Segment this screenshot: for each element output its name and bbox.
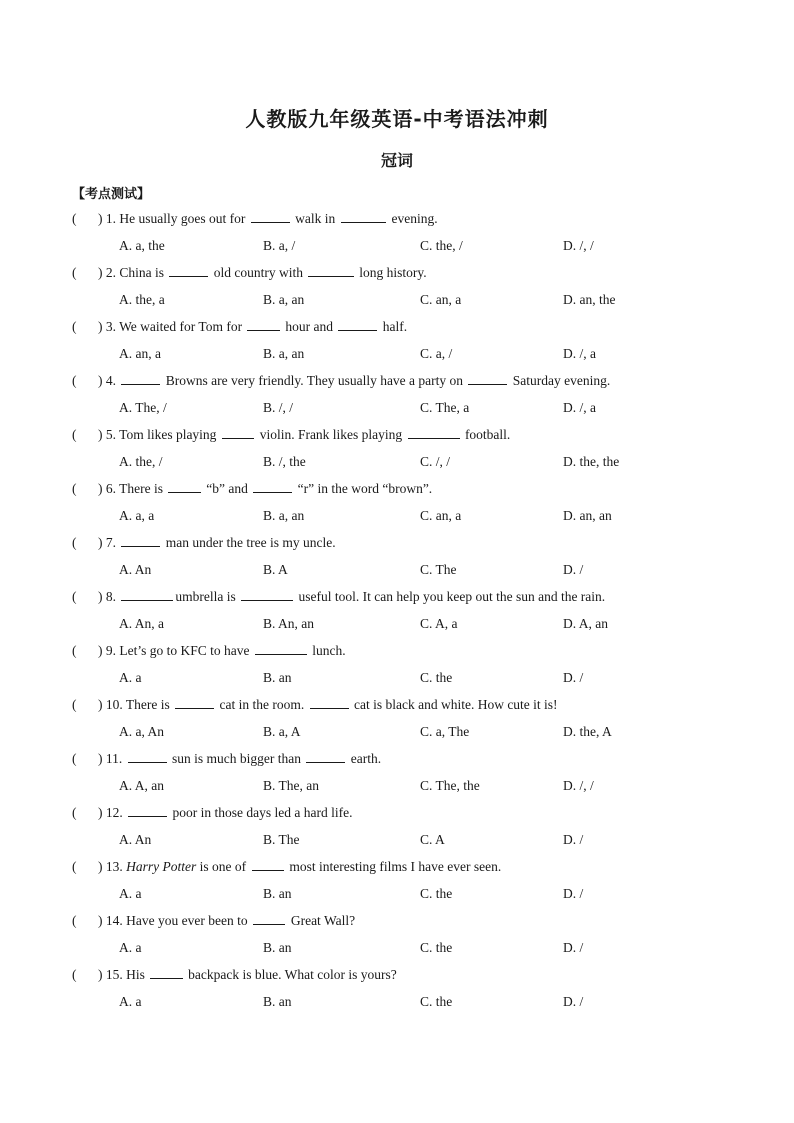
option-row	[0, 399, 794, 417]
question-fragment: earth.	[347, 751, 382, 766]
option-b: B. /, /	[263, 400, 294, 415]
answer-blank	[338, 318, 377, 331]
option-d: D. an, an	[563, 508, 612, 523]
answer-paren-open: (	[72, 913, 77, 928]
answer-blank	[253, 912, 286, 925]
question-number: 12.	[105, 805, 123, 820]
option-row	[0, 777, 794, 795]
question-fragment: “b” and	[202, 481, 252, 496]
option-row	[0, 831, 794, 849]
question-fragment: football.	[461, 427, 511, 442]
question-fragment: sun is much bigger than	[168, 751, 305, 766]
answer-blank	[251, 210, 290, 223]
question-fragment: man under the tree is my uncle.	[162, 535, 336, 550]
question-text	[72, 804, 352, 822]
option-row	[0, 291, 794, 309]
option-c: C. The, the	[420, 778, 480, 793]
answer-paren-open: (	[72, 859, 77, 874]
answer-paren-close: )	[98, 913, 106, 928]
question-text	[72, 426, 510, 444]
option-d: D. /, a	[563, 346, 596, 361]
option-c: C. the	[420, 886, 453, 901]
option-d: D. an, the	[563, 292, 616, 307]
option-row	[0, 669, 794, 687]
option-row	[0, 723, 794, 741]
question-text	[72, 318, 407, 336]
option-c: C. The	[420, 562, 457, 577]
option-d: D. /, /	[563, 778, 594, 793]
answer-blank	[255, 642, 307, 655]
answer-paren-open: (	[72, 751, 77, 766]
question-fragment: Saturday evening.	[509, 373, 611, 388]
answer-paren-close: )	[98, 265, 106, 280]
question-item	[0, 802, 794, 856]
option-c: C. /, /	[420, 454, 451, 469]
italic-title: Harry Potter	[126, 859, 197, 874]
answer-paren-close: )	[98, 535, 106, 550]
option-b: B. An, an	[263, 616, 315, 631]
answer-blank	[253, 480, 292, 493]
answer-blank	[306, 750, 345, 763]
option-a: A. An, a	[119, 616, 164, 631]
option-b: B. an	[263, 886, 292, 901]
option-c: C. the	[420, 994, 453, 1009]
question-fragment: Have you ever been to	[126, 913, 251, 928]
option-c: C. the, /	[420, 238, 463, 253]
option-d: D. A, an	[563, 616, 608, 631]
question-fragment: evening.	[388, 211, 438, 226]
option-b: B. a, A	[263, 724, 301, 739]
question-fragment: We waited for Tom for	[119, 319, 246, 334]
option-d: D. /	[563, 940, 584, 955]
question-number: 11.	[105, 751, 123, 766]
option-c: C. The, a	[420, 400, 470, 415]
answer-paren-open: (	[72, 535, 77, 550]
answer-paren-open: (	[72, 211, 77, 226]
answer-paren-open: (	[72, 265, 77, 280]
question-item	[0, 910, 794, 964]
option-c: C. a, /	[420, 346, 453, 361]
option-c: C. the	[420, 670, 453, 685]
document-title: 人教版九年级英语-中考语法冲刺	[245, 107, 549, 131]
question-fragment: His	[126, 967, 149, 982]
question-number: 5.	[105, 427, 116, 442]
option-d: D. /	[563, 832, 584, 847]
question-number: 15.	[105, 967, 123, 982]
answer-paren-open: (	[72, 373, 77, 388]
question-fragment: There is	[125, 697, 174, 712]
option-row	[0, 237, 794, 255]
option-d: D. /	[563, 562, 584, 577]
answer-blank	[128, 804, 167, 817]
answer-blank	[168, 480, 201, 493]
question-fragment: cat is black and white. How cute it is!	[350, 697, 558, 712]
option-b: B. a, an	[263, 508, 305, 523]
option-row	[0, 885, 794, 903]
answer-blank	[121, 588, 173, 601]
answer-paren-open: (	[72, 589, 77, 604]
document-subtitle: 冠词	[380, 151, 413, 170]
question-fragment: walk in	[291, 211, 339, 226]
answer-blank	[310, 696, 349, 709]
option-a: A. a	[119, 886, 142, 901]
answer-blank	[468, 372, 507, 385]
question-fragment: Let’s go to KFC to have	[119, 643, 253, 658]
question-text	[72, 642, 346, 660]
question-item	[0, 424, 794, 478]
option-b: B. A	[263, 562, 288, 577]
option-c: C. a, The	[420, 724, 470, 739]
option-a: A. a	[119, 994, 142, 1009]
question-number: 8.	[105, 589, 116, 604]
option-row	[0, 453, 794, 471]
question-fragment: useful tool. It can help you keep out the sun and the rain.	[295, 589, 606, 604]
option-c: C. the	[420, 940, 453, 955]
option-b: B. a, an	[263, 346, 305, 361]
section-heading: 【考点测试】	[72, 187, 151, 202]
question-item	[0, 208, 794, 262]
option-d: D. the, A	[563, 724, 612, 739]
question-item	[0, 694, 794, 748]
question-fragment: Tom likes playing	[119, 427, 220, 442]
question-number: 3.	[105, 319, 116, 334]
option-a: A. An	[119, 562, 152, 577]
option-a: A. A, an	[119, 778, 164, 793]
question-item	[0, 640, 794, 694]
question-fragment: violin. Frank likes playing	[256, 427, 406, 442]
question-text	[72, 372, 610, 390]
option-d: D. /	[563, 994, 584, 1009]
answer-paren-open: (	[72, 427, 77, 442]
question-item	[0, 964, 794, 1018]
question-number: 9.	[105, 643, 116, 658]
answer-paren-close: )	[98, 427, 106, 442]
question-number: 4.	[105, 373, 116, 388]
answer-blank	[150, 966, 183, 979]
question-item	[0, 478, 794, 532]
option-b: B. The, an	[263, 778, 319, 793]
answer-paren-close: )	[98, 859, 106, 874]
option-d: D. the, the	[563, 454, 620, 469]
question-fragment: He usually goes out for	[119, 211, 249, 226]
option-d: D. /	[563, 670, 584, 685]
answer-blank	[408, 426, 460, 439]
answer-paren-close: )	[98, 751, 106, 766]
answer-blank	[308, 264, 354, 277]
answer-paren-close: )	[98, 805, 106, 820]
question-fragment: “r” in the word “brown”.	[294, 481, 433, 496]
question-number: 14.	[105, 913, 123, 928]
question-fragment: Great Wall?	[287, 913, 356, 928]
question-text	[72, 210, 438, 228]
option-b: B. an	[263, 940, 292, 955]
question-item	[0, 532, 794, 586]
question-text	[72, 534, 336, 552]
question-item	[0, 262, 794, 316]
answer-paren-open: (	[72, 481, 77, 496]
option-row	[0, 561, 794, 579]
question-text	[72, 750, 381, 768]
answer-paren-close: )	[98, 481, 106, 496]
answer-paren-close: )	[98, 643, 106, 658]
option-row	[0, 345, 794, 363]
question-number: 7.	[105, 535, 116, 550]
answer-blank	[341, 210, 387, 223]
answer-paren-open: (	[72, 319, 77, 334]
answer-blank	[121, 534, 160, 547]
option-a: A. a	[119, 940, 142, 955]
option-c: C. A, a	[420, 616, 458, 631]
question-fragment: hour and	[281, 319, 337, 334]
question-text	[72, 696, 558, 714]
question-item	[0, 586, 794, 640]
option-row	[0, 993, 794, 1011]
option-c: C. an, a	[420, 508, 462, 523]
option-c: C. an, a	[420, 292, 462, 307]
question-text	[72, 588, 605, 606]
answer-blank	[247, 318, 280, 331]
question-fragment: half.	[379, 319, 408, 334]
option-b: B. an	[263, 994, 292, 1009]
question-fragment: is one of	[196, 859, 250, 874]
answer-paren-open: (	[72, 697, 77, 712]
option-b: B. The	[263, 832, 300, 847]
question-item	[0, 370, 794, 424]
question-fragment: umbrella is	[175, 589, 240, 604]
answer-paren-open: (	[72, 643, 77, 658]
option-a: A. the, a	[119, 292, 165, 307]
answer-paren-close: )	[98, 589, 106, 604]
question-fragment: lunch.	[308, 643, 346, 658]
option-a: A. The, /	[119, 400, 167, 415]
answer-blank	[241, 588, 293, 601]
answer-blank	[121, 372, 160, 385]
option-b: B. an	[263, 670, 292, 685]
option-a: A. a, the	[119, 238, 165, 253]
question-fragment: China is	[119, 265, 168, 280]
question-text	[72, 912, 355, 930]
question-number: 1.	[105, 211, 116, 226]
answer-blank	[169, 264, 208, 277]
answer-paren-close: )	[98, 373, 106, 388]
question-number: 6.	[105, 481, 116, 496]
option-row	[0, 939, 794, 957]
option-a: A. an, a	[119, 346, 161, 361]
question-number: 13.	[105, 859, 123, 874]
option-a: A. a, a	[119, 508, 155, 523]
question-number: 2.	[105, 265, 116, 280]
question-text	[72, 858, 501, 876]
question-fragment: poor in those days led a hard life.	[169, 805, 353, 820]
option-row	[0, 615, 794, 633]
question-fragment: most interesting films I have ever seen.	[286, 859, 502, 874]
answer-blank	[252, 858, 285, 871]
answer-paren-close: )	[98, 319, 106, 334]
answer-paren-close: )	[98, 697, 106, 712]
option-d: D. /, /	[563, 238, 594, 253]
answer-blank	[128, 750, 167, 763]
option-b: B. /, the	[263, 454, 306, 469]
answer-blank	[175, 696, 214, 709]
question-fragment: cat in the room.	[216, 697, 308, 712]
option-a: A. a, An	[119, 724, 164, 739]
option-d: D. /, a	[563, 400, 596, 415]
question-list	[0, 208, 794, 1018]
question-fragment: There is	[119, 481, 167, 496]
option-a: A. a	[119, 670, 142, 685]
question-fragment: backpack is blue. What color is yours?	[184, 967, 397, 982]
answer-paren-close: )	[98, 967, 106, 982]
answer-paren-close: )	[98, 211, 106, 226]
option-b: B. a, an	[263, 292, 305, 307]
question-item	[0, 856, 794, 910]
option-b: B. a, /	[263, 238, 296, 253]
question-fragment: old country with	[210, 265, 307, 280]
question-text	[72, 264, 427, 282]
option-c: C. A	[420, 832, 445, 847]
answer-paren-open: (	[72, 805, 77, 820]
question-number: 10.	[105, 697, 123, 712]
question-text	[72, 966, 397, 984]
question-item	[0, 748, 794, 802]
option-d: D. /	[563, 886, 584, 901]
question-item	[0, 316, 794, 370]
question-fragment: long history.	[355, 265, 427, 280]
question-text	[72, 480, 432, 498]
option-a: A. the, /	[119, 454, 163, 469]
answer-paren-open: (	[72, 967, 77, 982]
question-fragment: Browns are very friendly. They usually have a party on	[162, 373, 467, 388]
option-a: A. An	[119, 832, 152, 847]
option-row	[0, 507, 794, 525]
answer-blank	[222, 426, 255, 439]
